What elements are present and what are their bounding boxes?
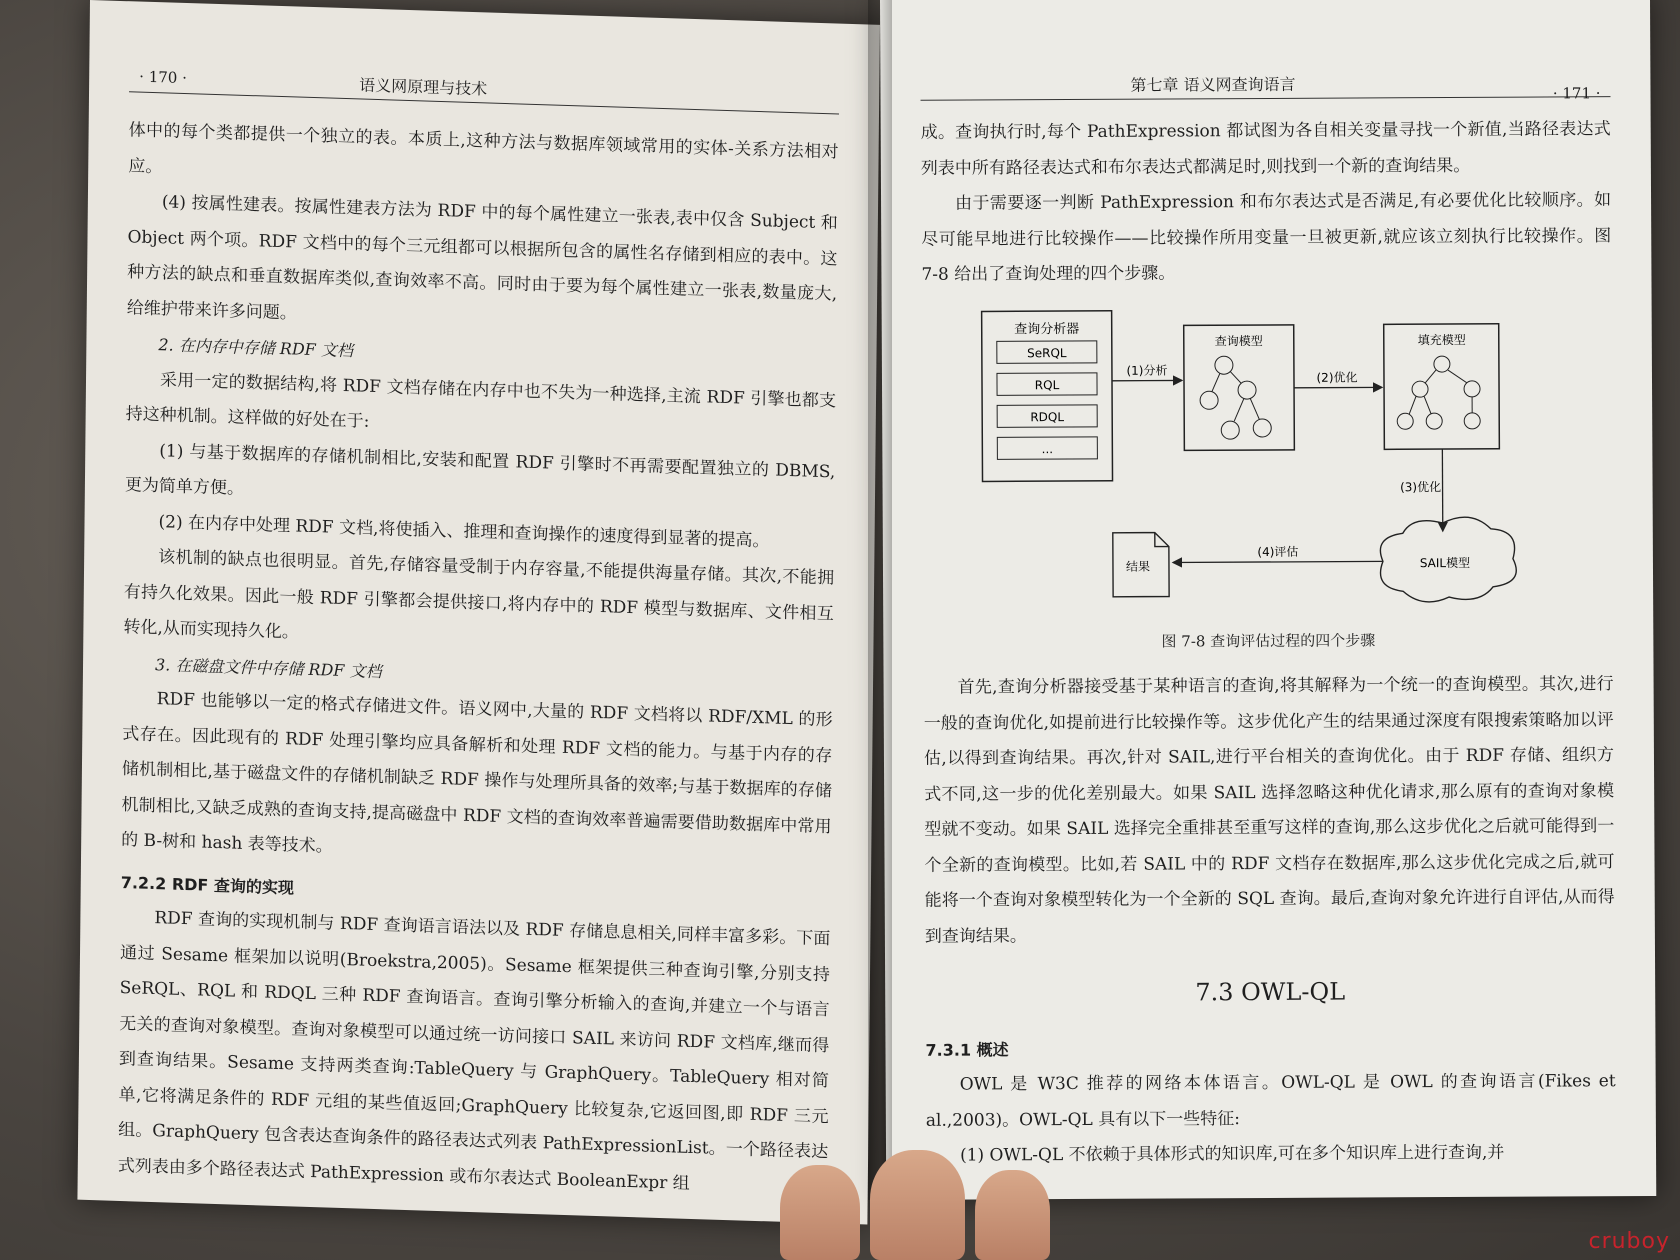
figure-caption: 图 7-8 查询评估过程的四个步骤 bbox=[1161, 630, 1376, 651]
subheading: 2. 在内存中存储 RDF 文档 bbox=[158, 335, 354, 361]
paragraph: (1) 与基于数据库的存储机制相比,安装和配置 RDF 引擎时不再需要配置独立的 DBMS,更为简单方便。 bbox=[124, 440, 836, 499]
right-chapter-title: 第七章 语义网查询语言 bbox=[1130, 74, 1296, 95]
paragraph: OWL 是 W3C 推荐的网络本体语言。OWL-QL 是 OWL 的查询语言(Fikes et al.,2003)。OWL-QL 具有以下一些特征: bbox=[925, 1071, 1616, 1131]
paragraph: (2) 在内存中处理 RDF 文档,将使插入、推理和查询操作的速度得到显著的提高。 bbox=[158, 511, 770, 551]
paragraph: RDF 查询的实现机制与 RDF 查询语言语法以及 RDF 存储息息相关,同样丰富多彩。下面通过 Sesame 框架加以说明(Broekstra,2005)。Sesame 框架提供三种查询引擎,分别支持 SeRQL、RQL 和 RDQL 三种 RDF 查询语言。查询引擎分析输入的查询,并建立一个与语言无关的查询对象模型。查询对象模型可以通过统一访问接口 SAIL 来访问 RDF 文档库,继而得到查询结果。Sesame 支持两类查询:TableQuery 与 GraphQuery。TableQuery 相对简单,它将满足条件的 RDF 元组的某些值返回;GraphQuery 比较复杂,它返回图,即 RDF 三元组。GraphQuery 包含表达查询条件的路径表达式列表 PathExpressionList。一个路径表达式列表由多个路径表达式 PathExpression 或布尔表达式 BooleanExpr 组 bbox=[117, 908, 831, 1194]
paragraph: (4) 按属性建表。按属性建表方法为 RDF 中的每个属性建立一张表,表中仅含 Subject 和 Object 两个项。RDF 文档中的每个三元组都可以根据所包含的属性名存储到相应的表中。这种方法的缺点和垂直数据库类似,查询效率不高。同时由于要为每个属性建立一张表,数量庞大,给维护带来许多问题。 bbox=[126, 192, 838, 324]
sail-model-label: SAIL模型 bbox=[1419, 555, 1471, 570]
subheading: 3. 在磁盘文件中存储 RDF 文档 bbox=[154, 654, 382, 681]
query-model-label: 查询模型 bbox=[1214, 333, 1263, 348]
paragraph: 由于需要逐一判断 PathExpression 和布尔表达式是否满足,有必要优化比较顺序。如尽可能早地进行比较操作——比较操作所用变量一旦被更新,就应该立刻执行比较操作。图 7-8 给出了查询处理的四个步骤。 bbox=[921, 190, 1612, 285]
paragraph: 体中的每个类都提供一个独立的表。本质上,这种方法与数据库领域常用的实体-关系方法相对应。 bbox=[128, 120, 839, 177]
language-label: SeRQL bbox=[1027, 345, 1067, 360]
right-header bbox=[920, 62, 1610, 101]
left-header bbox=[129, 57, 839, 114]
paragraph: 首先,查询分析器接受基于某种语言的查询,将其解释为一个统一的查询模型。其次,进行一般的查询优化,如提前进行比较操作等。这步优化产生的结果通过深度有限搜索策略加以评估,以得到查询结果。再次,针对 SAIL,进行平台相关的查询优化。由于 RDF 存储、组织方式不同,这一步的优化差别最大。如果 SAIL 选择忽略这种优化请求,那么原有的查询对象模型就不变动。如果 SAIL 选择完全重排甚至重写这样的查询,那么这步优化之后就可能得到一个全新的查询模型。比如,若 SAIL 中的 RDF 文档存在数据库,那么这步优化完成之后,就可能将一个查询对象模型转化为一个全新的 SQL 查询。最后,查询对象允许进行自评估,从而得到查询结果。 bbox=[923, 674, 1615, 947]
language-label: RQL bbox=[1034, 377, 1060, 392]
thumb bbox=[780, 1165, 860, 1260]
right-page bbox=[880, 0, 1656, 1200]
step-optimize-label: (3)优化 bbox=[1400, 479, 1442, 494]
language-label: RDQL bbox=[1030, 409, 1065, 424]
tree-icon bbox=[1200, 355, 1271, 438]
paragraph: RDF 也能够以一定的格式存储进文件。语义网中,大量的 RDF 文档将以 RDF/XML 的形式存在。因此现有的 RDF 处理引擎均应具备解析和处理 RDF 文档的能力。与基于内存的存储机制相比,基于磁盘文件的存储机制缺乏 RDF 操作与处理所具备的效率;与基于数据库的存储机制相比,又缺乏成熟的查询支持,提高磁盘中 RDF 文档的查询效率普遍需要借助数据库中常用的 B-树和 hash 表等技术。 bbox=[121, 689, 833, 857]
paragraph: 成。查询执行时,每个 PathExpression 都试图为各自相关变量寻找一个新值,当路径表达式列表中所有路径表达式和布尔表达式都满足时,则找到一个新的查询结果。 bbox=[920, 119, 1611, 179]
left-page-number: · 170 · bbox=[139, 67, 188, 88]
step-analyze-label: (1)分析 bbox=[1126, 363, 1168, 378]
left-page bbox=[77, 0, 880, 1224]
result-label: 结果 bbox=[1125, 559, 1151, 574]
subsection-title: 7.3.1 概述 bbox=[925, 1039, 1009, 1060]
paragraph: 该机制的缺点也很明显。首先,存储容量受制于内存容量,不能提供海量存储。其次,不能拥有持久化效果。因此一般 RDF 引擎都会提供接口,将内存中的 RDF 模型与数据库、文件相互转化,从而实现持久化。 bbox=[123, 547, 835, 643]
tree-icon bbox=[1397, 355, 1480, 428]
step-optimize-label: (2)优化 bbox=[1316, 370, 1358, 385]
section-title: 7.3 OWL-QL bbox=[1195, 977, 1346, 1007]
watermark: cruboy bbox=[1588, 1229, 1670, 1254]
paragraph: 采用一定的数据结构,将 RDF 文档存储在内存中也不失为一种选择,主流 RDF 引擎也都支持这种机制。这样做的好处在于: bbox=[125, 369, 837, 432]
left-running-title: 语义网原理与技术 bbox=[359, 75, 488, 99]
arrow-evaluate bbox=[1173, 561, 1383, 562]
language-label: ... bbox=[1041, 441, 1054, 456]
section-heading: 7.2.2 RDF 查询的实现 bbox=[120, 872, 295, 897]
paragraph: (1) OWL-QL 不依赖于具体形式的知识库,可在多个知识库上进行查询,并 bbox=[959, 1142, 1505, 1166]
thumb bbox=[870, 1150, 965, 1260]
book-gutter bbox=[868, 0, 892, 1200]
query-analyzer-label: 查询分析器 bbox=[1014, 321, 1080, 337]
filled-model-label: 填充模型 bbox=[1417, 332, 1466, 347]
step-evaluate-label: (4)评估 bbox=[1257, 544, 1299, 559]
left-body bbox=[118, 113, 839, 1206]
right-page-number: · 171 · bbox=[1552, 84, 1601, 103]
query-process-diagram bbox=[932, 298, 1594, 621]
thumb bbox=[975, 1170, 1050, 1260]
right-body bbox=[921, 112, 1617, 1174]
